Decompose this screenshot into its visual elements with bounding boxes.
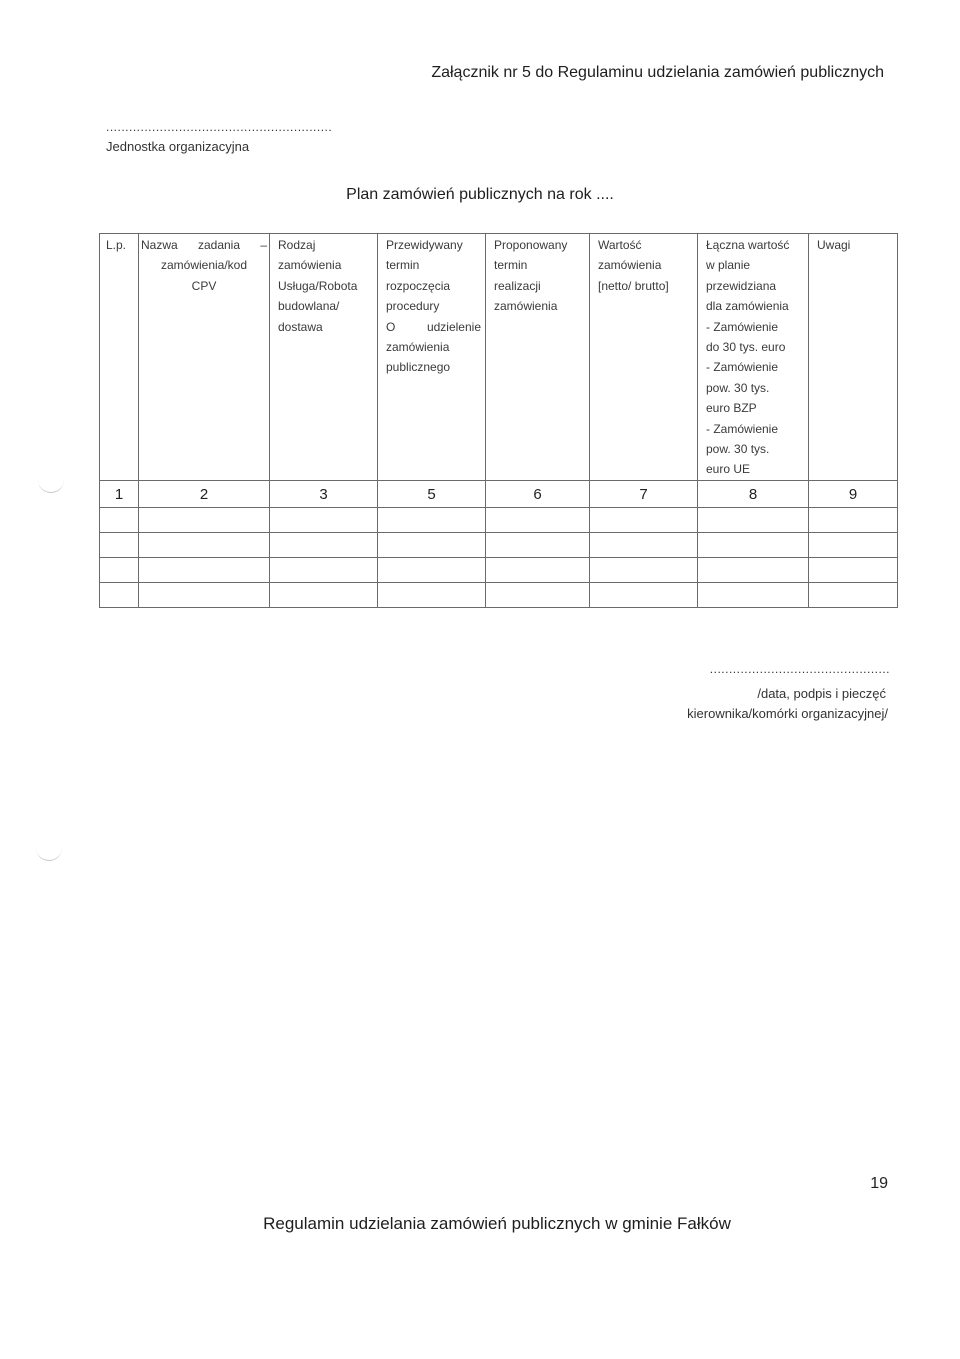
header-cell-lp — [100, 234, 139, 481]
table-cell — [809, 583, 898, 608]
column-number-cell: 5 — [378, 481, 486, 508]
header-line: Wartość — [598, 238, 642, 252]
table-cell — [139, 508, 270, 533]
header-line: dla zamówienia — [706, 299, 789, 314]
header-line: euro UE — [706, 462, 751, 477]
unit-label: Jednostka organizacyjna — [106, 139, 250, 154]
table-cell — [698, 533, 809, 558]
table-cell — [270, 583, 378, 608]
page-number: 19 — [870, 1175, 888, 1192]
table-cell — [590, 558, 698, 583]
table-cell — [100, 533, 139, 558]
table-cell — [270, 558, 378, 583]
table-cell — [139, 558, 270, 583]
footer-text: Regulamin udzielania zamówień publicznych w gminie Fałków — [263, 1214, 731, 1233]
header-line: do 30 tys. euro — [706, 340, 786, 355]
header-line: zamówienia — [598, 258, 662, 273]
table-row — [100, 583, 898, 608]
header-cell-proposed-term — [486, 234, 590, 481]
header-line: Usługa/Robota — [278, 278, 358, 293]
table-header-row — [100, 234, 898, 481]
header-line: zamówienia — [494, 299, 558, 314]
header-cell-task-name — [139, 234, 270, 481]
header-line: - Zamówienie — [706, 319, 779, 334]
table-cell — [809, 533, 898, 558]
header-cell-planned-start — [378, 234, 486, 481]
column-number-cell: 7 — [590, 481, 698, 508]
header-line: zamówienia/kod — [160, 258, 248, 273]
column-number-cell: 3 — [270, 481, 378, 508]
column-number-cell: 6 — [486, 481, 590, 508]
procurement-plan-table — [99, 233, 898, 608]
header-line: Proponowany — [494, 238, 568, 252]
signature-date-label: /data, podpis i pieczęć — [757, 686, 886, 701]
table-cell — [486, 508, 590, 533]
header-line: termin — [494, 258, 528, 273]
header-cell-total-value — [698, 234, 809, 481]
header-line: budowlana/ — [278, 299, 340, 314]
table-cell — [590, 508, 698, 533]
table-cell — [486, 533, 590, 558]
header-line: publicznego — [386, 360, 451, 375]
header-line: euro BZP — [706, 401, 757, 416]
table-cell — [139, 583, 270, 608]
column-number-cell: 2 — [139, 481, 270, 508]
table-cell — [270, 508, 378, 533]
binder-hole-mark — [38, 470, 64, 493]
table-cell — [590, 533, 698, 558]
column-number-cell: 1 — [100, 481, 139, 508]
header-cell-remarks — [809, 234, 898, 481]
binder-hole-mark — [36, 838, 62, 861]
header-line: termin — [386, 258, 420, 273]
header-line: Nazwa zadania – — [141, 238, 267, 252]
header-line: - Zamówienie — [706, 360, 779, 375]
table-cell — [270, 533, 378, 558]
header-cell-order-type — [270, 234, 378, 481]
column-number-row — [100, 481, 898, 508]
table-cell — [698, 558, 809, 583]
header-line: realizacji — [494, 278, 541, 293]
header-line: L.p. — [106, 238, 127, 252]
table-cell — [100, 583, 139, 608]
table-cell — [809, 558, 898, 583]
header-line: przewidziana — [706, 278, 777, 293]
table-cell — [698, 583, 809, 608]
header-line: pow. 30 tys. — [706, 442, 770, 457]
table-cell — [590, 583, 698, 608]
header-line: O udzielenie — [386, 319, 481, 334]
header-line: CPV — [191, 278, 217, 293]
table-cell — [378, 583, 486, 608]
table-cell — [100, 558, 139, 583]
table-cell — [139, 533, 270, 558]
table-cell — [378, 533, 486, 558]
header-cell-order-value — [590, 234, 698, 481]
table-cell — [809, 508, 898, 533]
column-number-cell: 9 — [809, 481, 898, 508]
table-row — [100, 533, 898, 558]
header-line: - Zamówienie — [706, 421, 779, 436]
signature-dots: ............................................... — [709, 662, 890, 676]
table-row — [100, 508, 898, 533]
signature-unit-label: kierownika/komórki organizacyjnej/ — [687, 706, 888, 721]
table-cell — [100, 508, 139, 533]
header-line: Rodzaj — [278, 238, 316, 252]
header-line: dostawa — [278, 319, 323, 334]
header-line: Przewidywany — [386, 238, 463, 252]
header-line: [netto/ brutto] — [598, 278, 669, 293]
header-line: zamówienia — [386, 340, 450, 355]
header-line: pow. 30 tys. — [706, 380, 770, 395]
header-line: Łączna wartość — [706, 238, 790, 252]
table-row — [100, 558, 898, 583]
header-line: w planie — [706, 258, 751, 273]
unit-name-placeholder-dots: ........................................................... — [106, 120, 333, 134]
table-cell — [378, 558, 486, 583]
header-line: Uwagi — [817, 238, 851, 252]
table-cell — [486, 558, 590, 583]
table-cell — [486, 583, 590, 608]
header-line: zamówienia — [278, 258, 342, 273]
table-cell — [378, 508, 486, 533]
header-line: procedury — [386, 299, 440, 314]
attachment-title: Załącznik nr 5 do Regulaminu udzielania zamówień publicznych — [431, 64, 884, 81]
table-cell — [698, 508, 809, 533]
header-line: rozpoczęcia — [386, 278, 451, 293]
column-number-cell: 8 — [698, 481, 809, 508]
plan-title: Plan zamówień publicznych na rok .... — [346, 186, 614, 203]
